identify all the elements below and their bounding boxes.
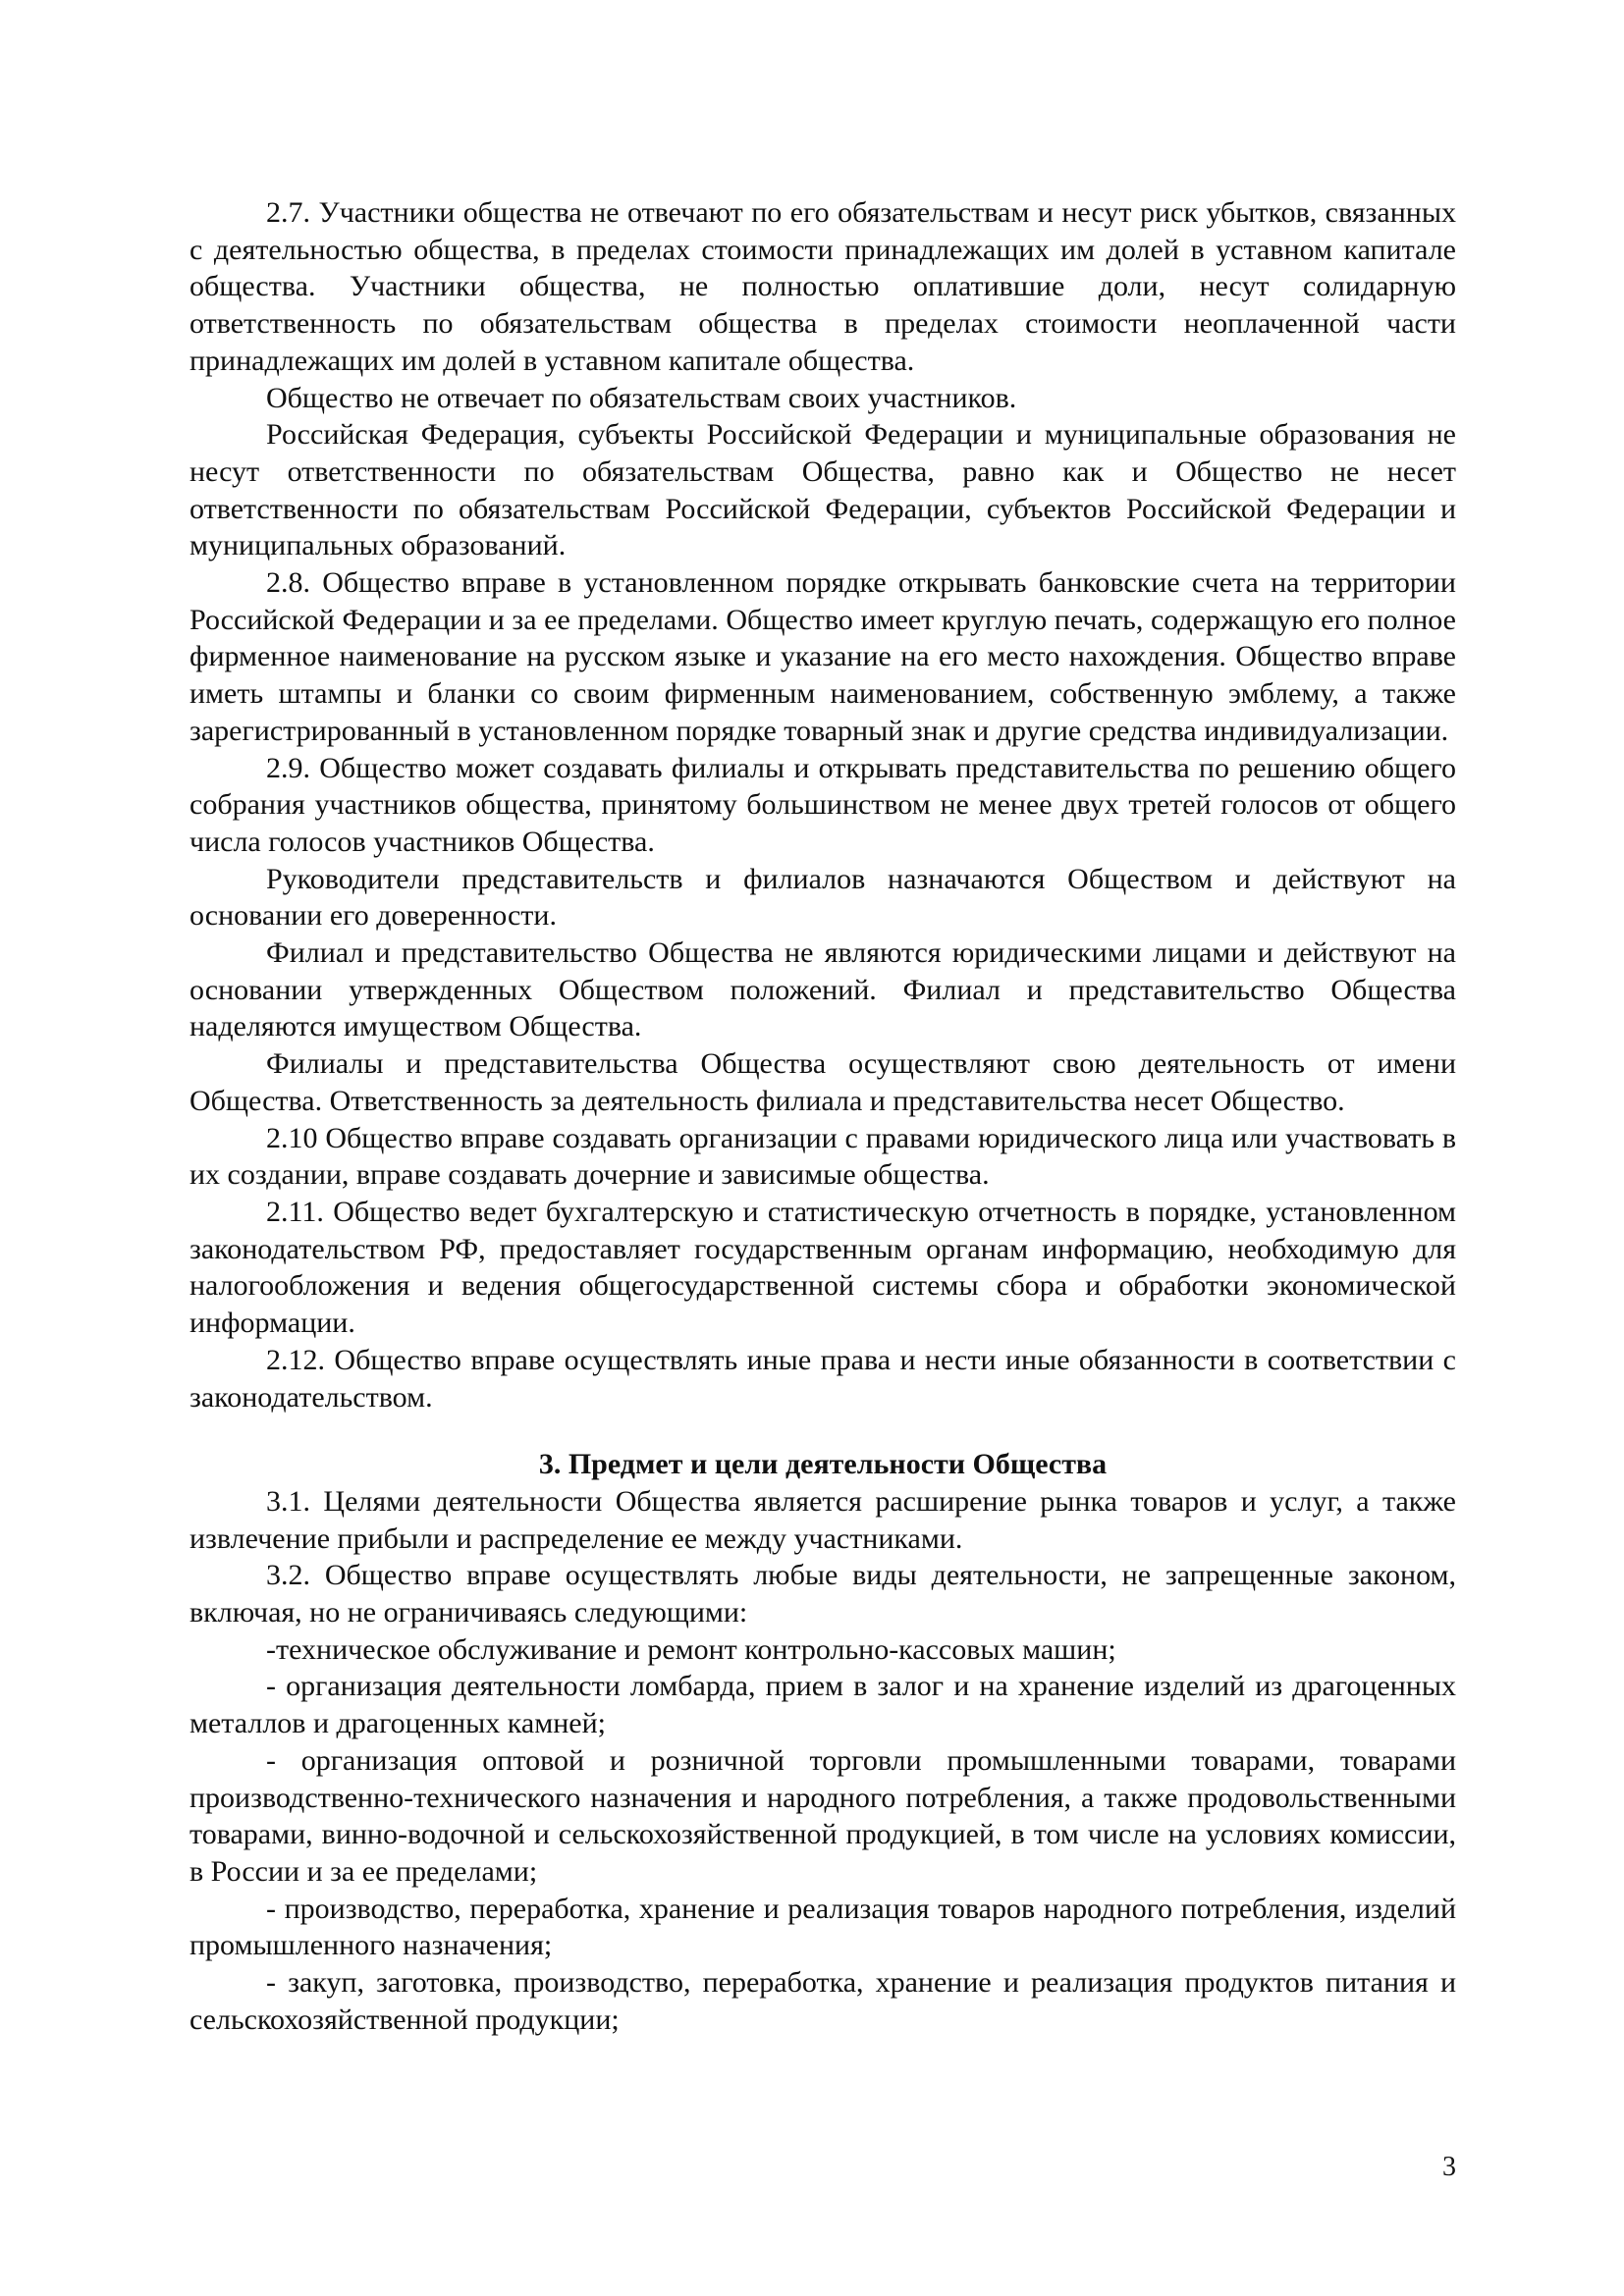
list-item-food-products: - закуп, заготовка, производство, переработка, хранение и реализация продуктов питания и сельскохозяйственной продукции; [189, 1966, 1456, 2036]
paragraph-3-2: 3.2. Общество вправе осуществлять любые виды деятельности, не запрещенные законом, включая, но не ограничиваясь следующими: [189, 1559, 1456, 1629]
paragraph-society-liability: Общество не отвечает по обязательствам своих участников. [266, 381, 1017, 414]
paragraph-2-12: 2.12. Общество вправе осуществлять иные права и нести иные обязанности в соответствии с законодательством. [189, 1343, 1456, 1414]
page-number: 3 [1442, 2152, 1456, 2182]
paragraph-federation-liability: Российская Федерация, субъекты Российской Федерации и муниципальные образования не несут ответственности по обязательствам Общества, равно как и Общество не несет ответственности по обязательствам Российской Федерации, субъектов Российской Федерации и муниципальных образований. [189, 418, 1456, 562]
list-item-pawnshop: - организация деятельности ломбарда, прием в залог и на хранение изделий из драгоценных металлов и драгоценных камней; [189, 1670, 1456, 1740]
paragraph-branch-status: Филиал и представительство Общества не являются юридическими лицами и действуют на основании утвержденных Обществом положений. Филиал и представительство Общества наделяются имуществом Общества. [189, 936, 1456, 1043]
paragraph-branch-activity: Филиалы и представительства Общества осуществляют свою деятельность от имени Общества. Ответственность за деятельность филиала и представительства несет Общество. [189, 1047, 1456, 1117]
paragraph-branch-heads: Руководители представительств и филиалов назначаются Обществом и действуют на основании его доверенности. [189, 862, 1456, 933]
list-item-production: - производство, переработка, хранение и реализация товаров народного потребления, изделий промышленного назначения; [189, 1892, 1456, 1962]
list-item-trade: - организация оптовой и розничной торговли промышленными товарами, товарами производственно-технического назначения и народного потребления, а также продовольственными товарами, винно-водочной и сельскохозяйственной продукцией, в том числе на условиях комиссии, в России и за ее пределами; [189, 1743, 1456, 1888]
section-heading: 3. Предмет и цели деятельности Общества [538, 1448, 1108, 1481]
paragraph-2-9: 2.9. Общество может создавать филиалы и открывать представительства по решению общего собрания участников общества, принятому большинством не менее двух третей голосов от общего числа голосов участников Общества. [189, 751, 1456, 858]
paragraph-2-7: 2.7. Участники общества не отвечают по его обязательствам и несут риск убытков, связанных с деятельностью общества, в пределах стоимости принадлежащих им долей в уставном капитале общества. Участники общества, не полностью оплатившие доли, несут солидарную ответственность по обязательствам общества в пределах стоимости неоплаченной части принадлежащих им долей в уставном капитале общества. [189, 196, 1456, 377]
paragraph-2-11: 2.11. Общество ведет бухгалтерскую и статистическую отчетность в порядке, установленном законодательством РФ, предоставляет государственным органам информацию, необходимую для налогообложения и ведения общегосударственной системы сбора и обработки экономической информации. [189, 1195, 1456, 1340]
paragraph-3-1: 3.1. Целями деятельности Общества является расширение рынка товаров и услуг, а также извлечение прибыли и распределение ее между участниками. [189, 1484, 1456, 1555]
paragraph-2-8: 2.8. Общество вправе в установленном порядке открывать банковские счета на территории Российской Федерации и за ее пределами. Общество имеет круглую печать, содержащую его полное фирменное наименование на русском языке и указание на его место нахождения. Общество вправе иметь штампы и бланки со своим фирменным наименованием, собственную эмблему, а также зарегистрированный в установленном порядке товарный знак и другие средства индивидуализации. [189, 566, 1456, 747]
paragraph-2-10: 2.10 Общество вправе создавать организации с правами юридического лица или участвовать в их создании, вправе создавать дочерние и зависимые общества. [189, 1121, 1456, 1192]
document-body [189, 194, 1456, 2038]
list-item-cash-register-service: -техническое обслуживание и ремонт контрольно-кассовых машин; [266, 1632, 1116, 1666]
